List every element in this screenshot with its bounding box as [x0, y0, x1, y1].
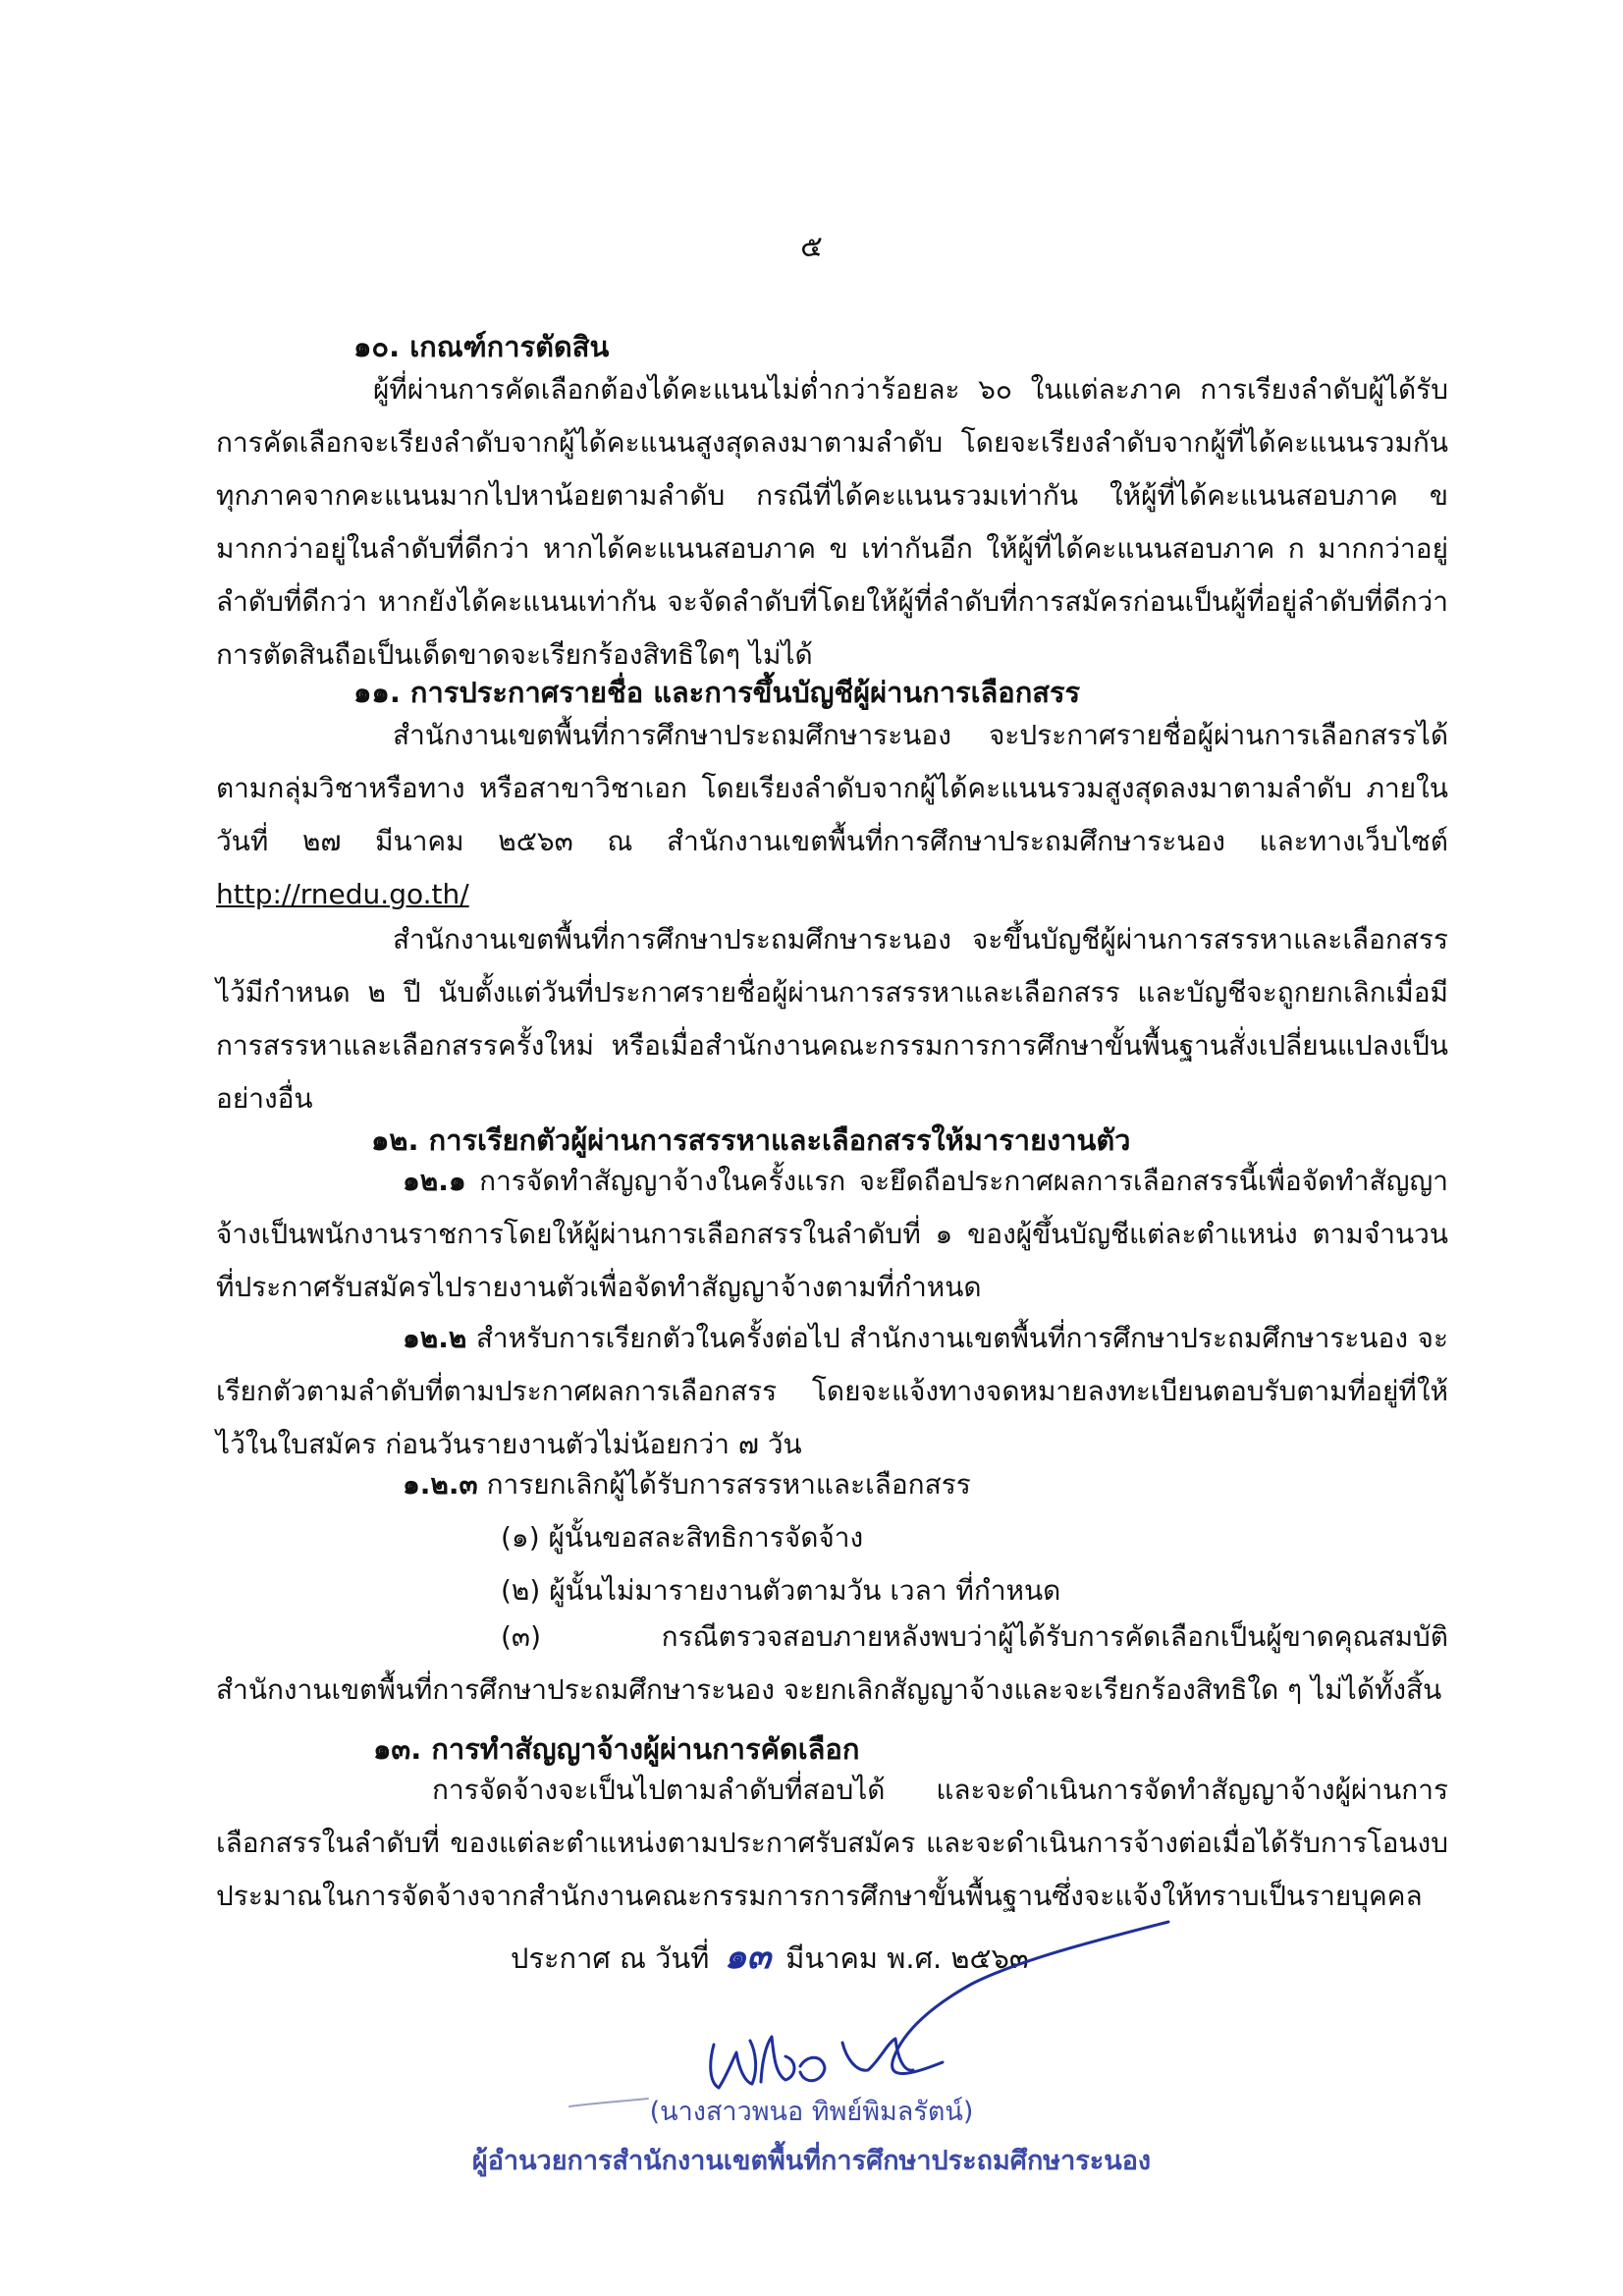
website-link[interactable]: http://rnedu.go.th/	[216, 878, 469, 910]
section-11-p1-text: สำนักงานเขตพื้นที่การศึกษาประถมศึกษาระนอง จะประกาศรายชื่อผู้ผ่านการเลือกสรรได้ตามกลุ่มวิชาหรือทาง หรือสาขาวิชาเอก โดยเรียงลำดับจากผู้ได้คะแนนรวมสูงสุดลงมาตามลำดับ ภายในวันที่ ๒๗ มีนาคม ๒๕๖๓ ณ สำนักงานเขตพื้นที่การศึกษาประถมศึกษาระนอง และทางเว็บไซต์	[216, 719, 1448, 857]
section-11-paragraph-2: สำนักงานเขตพื้นที่การศึกษาประถมศึกษาระนอง จะขึ้นบัญชีผู้ผ่านการสรรหาและเลือกสรรไว้มีกำหนด ๒ ปี นับตั้งแต่วันที่ประกาศรายชื่อผู้ผ่านการสรรหาและเลือกสรร และบัญชีจะถูกยกเลิกเมื่อมีการสรรหาและเลือกสรรครั้งใหม่ หรือเมื่อสำนักงานคณะกรรมการการศึกษาขั้นพื้นฐานสั่งเปลี่ยนแปลงเป็นอย่างอื่น	[216, 923, 1448, 1115]
section-13-body: การจัดจ้างจะเป็นไปตามลำดับที่สอบได้ และจะดำเนินการจัดทำสัญญาจ้างผู้ผ่านการเลือกสรรในลำดับที่ ของแต่ละตำแหน่งตามประกาศรับสมัคร และจะดำเนินการจ้างต่อเมื่อได้รับการโอนงบประมาณในการจัดจ้างจากสำนักงานคณะกรรมการการศึกษาขั้นพื้นฐานซึ่งจะแจ้งให้ทราบเป็นรายบุคคล	[216, 1774, 1448, 1912]
section-11-heading: ๑๑. การประกาศรายชื่อ และการขึ้นบัญชีผู้ผ่านการเลือกสรร	[353, 676, 1081, 709]
section-12-1-text: การจัดทำสัญญาจ้างในครั้งแรก จะยึดถือประกาศผลการเลือกสรรนี้เพื่อจัดทำสัญญาจ้างเป็นพนักงานราชการโดยให้ผู้ผ่านการเลือกสรรในลำดับที่ ๑ ของผู้ขึ้นบัญชีแต่ละตำแหน่ง ตามจำนวนที่ประกาศรับสมัครไปรายงานตัวเพื่อจัดทำสัญญาจ้างตามที่กำหนด	[216, 1165, 1449, 1303]
section-12-3-text: การยกเลิกผู้ได้รับการสรรหาและเลือกสรร	[486, 1468, 971, 1501]
section-12-3-item-3: (๓) กรณีตรวจสอบภายหลังพบว่าผู้ได้รับการคัดเลือกเป็นผู้ขาดคุณสมบัติ สำนักงานเขตพื้นที่การศึกษาประถมศึกษาระนอง จะยกเลิกสัญญาจ้างและจะเรียกร้องสิทธิใด ๆ ไม่ได้ทั้งสิ้น	[216, 1620, 1448, 1706]
section-10-heading: ๑๐. เกณฑ์การตัดสิน	[353, 330, 610, 363]
section-12-3-item-2: (๒) ผู้นั้นไม่มารายงานตัวตามวัน เวลา ที่กำหนด	[501, 1574, 1061, 1607]
page-number: ๕	[800, 230, 823, 264]
signatory-position: ผู้อำนวยการสำนักงานเขตพื้นที่การศึกษาประถมศึกษาระนอง	[471, 2146, 1152, 2176]
section-13-heading: ๑๓. การทำสัญญาจ้างผู้ผ่านการคัดเลือก	[373, 1732, 860, 1766]
section-12-1-number: ๑๒.๑	[403, 1165, 466, 1197]
announcement-day: ๑๓	[724, 1937, 772, 1977]
section-12-2-text: สำหรับการเรียกตัวในครั้งต่อไป สำนักงานเขตพื้นที่การศึกษาประถมศึกษาระนอง จะเรียกตัวตามลำดับที่ตามประกาศผลการเลือกสรร โดยจะแจ้งทางจดหมายลงทะเบียนตอบรับตามที่อยู่ที่ให้ไว้ในใบสมัคร ก่อนวันรายงานตัวไม่น้อยกว่า ๗ วัน	[216, 1322, 1448, 1460]
section-12-2-number: ๑๒.๒	[403, 1322, 467, 1354]
announcement-prefix: ประกาศ ณ วันที่	[511, 1941, 710, 1975]
section-12-3-item-1: (๑) ผู้นั้นขอสละสิทธิการจัดจ้าง	[501, 1521, 864, 1554]
section-12-heading: ๑๒. การเรียกตัวผู้ผ่านการสรรหาและเลือกสรรให้มารายงานตัว	[371, 1123, 1131, 1157]
announcement-suffix: มีนาคม พ.ศ. ๒๕๖๓	[785, 1941, 1029, 1975]
section-10-body: ผู้ที่ผ่านการคัดเลือกต้องได้คะแนนไม่ต่ำกว่าร้อยละ ๖๐ ในแต่ละภาค การเรียงลำดับผู้ได้รับการคัดเลือกจะเรียงลำดับจากผู้ได้คะแนนสูงสุดลงมาตามลำดับ โดยจะเรียงลำดับจากผู้ที่ได้คะแนนรวมกันทุกภาคจากคะแนนมากไปหาน้อยตามลำดับ กรณีที่ได้คะแนนรวมเท่ากัน ให้ผู้ที่ได้คะแนนสอบภาค ข มากกว่าอยู่ในลำดับที่ดีกว่า หากได้คะแนนสอบภาค ข เท่ากันอีก ให้ผู้ที่ได้คะแนนสอบภาค ก มากกว่าอยู่ลำดับที่ดีกว่า หากยังได้คะแนนเท่ากัน จะจัดลำดับที่โดยให้ผู้ที่ลำดับที่การสมัครก่อนเป็นผู้ที่อยู่ลำดับที่ดีกว่า การตัดสินถือเป็นเด็ดขาดจะเรียกร้องสิทธิใดๆ ไม่ได้	[216, 373, 1448, 671]
signatory-name: (นางสาวพนอ ทิพย์พิมลรัตน์)	[649, 2097, 974, 2127]
section-12-3-number: ๑.๒.๓	[403, 1468, 478, 1501]
